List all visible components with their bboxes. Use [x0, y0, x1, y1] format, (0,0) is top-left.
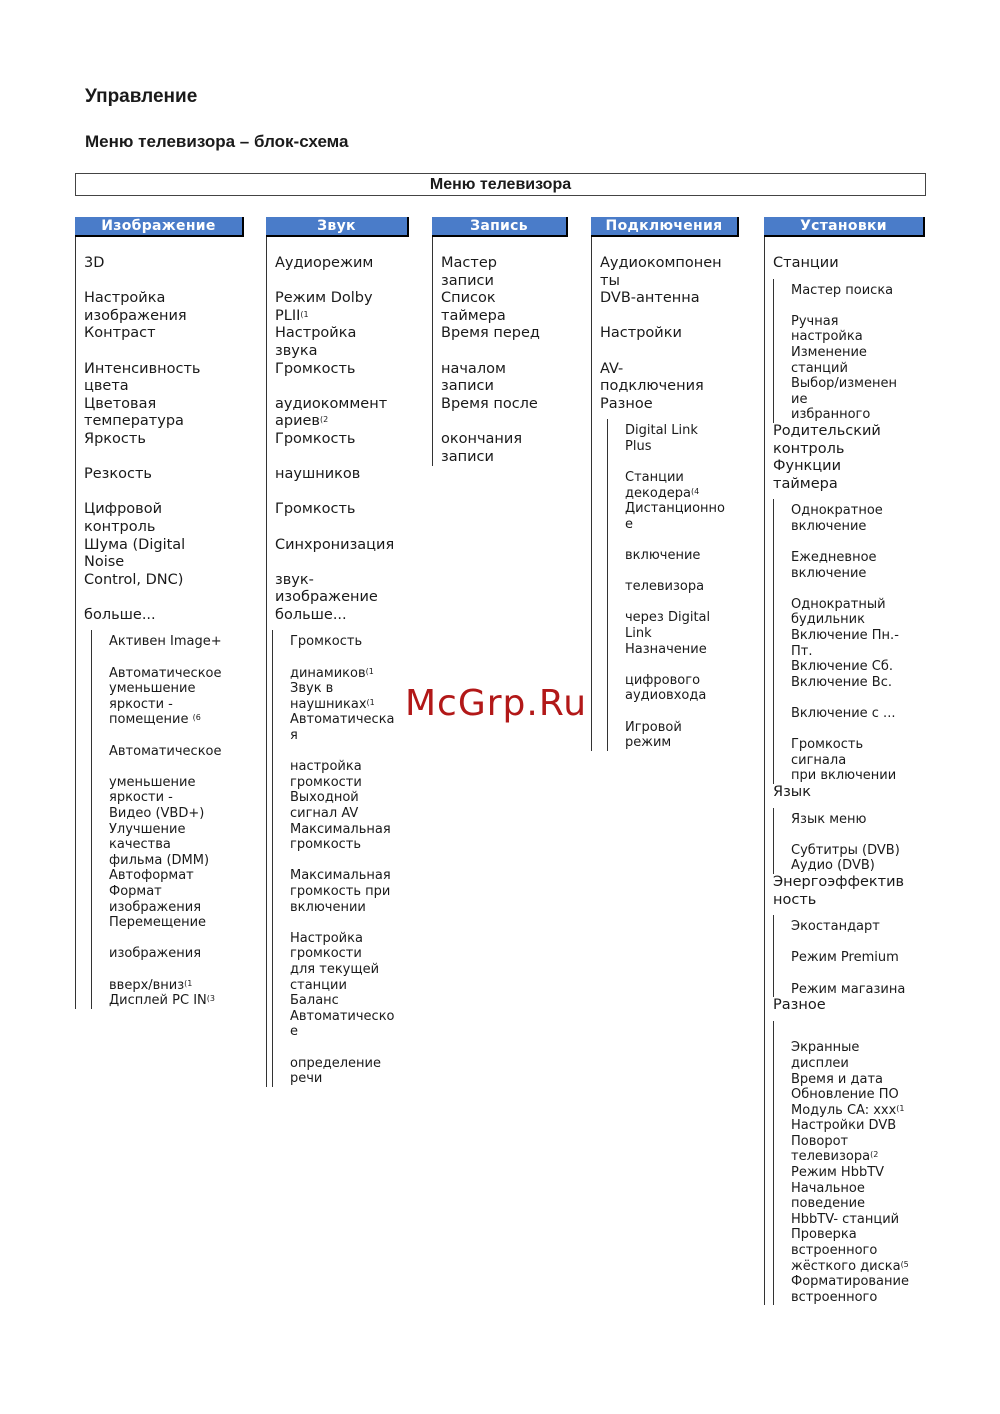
submenu-item [782, 722, 925, 738]
submenu-item: уменьшение [109, 681, 196, 697]
submenu-item: станций [791, 360, 848, 376]
submenu-item: Субтитры (DVB) [791, 842, 900, 858]
submenu-item: яркости - [109, 790, 173, 806]
submenu-item [782, 935, 925, 951]
menu-item: 3D [84, 255, 105, 271]
submenu-item [782, 581, 925, 597]
submenu-item: телевизора$^{(2}$ [791, 1149, 879, 1165]
menu-item: Шума (Digital Noise Control, DNC) [84, 536, 186, 588]
submenu-item: Улучшение [109, 821, 186, 837]
submenu-item [100, 962, 244, 978]
submenu-list [607, 419, 739, 750]
column-items [75, 237, 244, 1009]
submenu-item [782, 827, 925, 843]
submenu-item: Выходной [290, 790, 359, 806]
submenu-item: Дисплей PC IN$^{(3}$ [109, 993, 215, 1009]
submenu-item: изображения [109, 946, 202, 962]
submenu-list [773, 499, 925, 784]
submenu-item: е [625, 516, 633, 532]
submenu-item: динамиков$^{(1}$ [290, 665, 374, 681]
submenu-item: Изменение [791, 344, 867, 360]
menu-item: больше... [84, 606, 156, 623]
submenu-item: Автоматическа я [290, 712, 395, 744]
menu-item [275, 484, 409, 502]
submenu-item: Включение с ... [791, 706, 896, 722]
submenu-item: сигнала [791, 752, 847, 768]
submenu-item: Аудио (DVB) [791, 858, 875, 874]
submenu-item: включение [625, 548, 701, 564]
submenu-item: включение [791, 565, 867, 581]
submenu-item: встроенного [791, 1243, 878, 1259]
column-items [591, 237, 739, 751]
column-sound [266, 217, 409, 1087]
submenu-item: Режим Premium [791, 950, 899, 966]
submenu-list [272, 630, 409, 1086]
menu-item: Станции [773, 255, 839, 271]
submenu-item: Режим HbbTV [791, 1165, 885, 1181]
column-header: Запись [432, 217, 568, 237]
menu-item: Аудиорежим [275, 255, 374, 271]
submenu-item: Дистанционно [625, 501, 725, 517]
submenu-item [100, 759, 244, 775]
submenu-item: режим [625, 735, 672, 751]
submenu-list [773, 1021, 925, 1306]
submenu-item [100, 728, 244, 744]
submenu-item [281, 650, 409, 666]
menu-item: Цифровой контроль [84, 501, 162, 535]
menu-item [600, 308, 739, 326]
submenu-item: Выбор/изменен [791, 376, 897, 392]
menu-item: Интенсивность цвета [84, 360, 201, 395]
menu-item [84, 484, 244, 502]
submenu-item: Однократное [791, 503, 883, 519]
submenu-item: при включении [791, 768, 897, 784]
submenu-item: громкости [290, 946, 362, 962]
section-heading: Управление [85, 86, 198, 107]
submenu-item: Активен Image+ [109, 634, 222, 650]
submenu-item: Plus [625, 438, 652, 454]
column-header: Изображение [75, 217, 244, 237]
menu-item [275, 519, 409, 537]
column-header: Подключения [591, 217, 739, 237]
submenu-item: Однократный [791, 596, 886, 612]
menu-item: Время перед [441, 325, 540, 342]
submenu-item: будильник [791, 612, 865, 628]
menu-item: Язык [773, 784, 811, 800]
submenu-item: Экостандарт [791, 919, 880, 935]
column-picture [75, 217, 244, 1009]
menu-item: Настройки [600, 325, 682, 342]
menu-item: Мастер записи [441, 255, 497, 289]
menu-item: больше... [275, 606, 347, 623]
submenu-item: Звук в [290, 681, 334, 697]
menu-item [84, 343, 244, 361]
submenu-item: Автоматическо е [290, 1008, 395, 1040]
submenu-item [782, 1025, 925, 1041]
submenu-item [281, 1040, 409, 1056]
menu-item: наушников [275, 466, 361, 483]
submenu-item: Ежедневное [791, 550, 877, 566]
submenu-item: яркости - [109, 696, 173, 712]
submenu-item: помещение $^{(6}$ [109, 712, 201, 728]
submenu-item [616, 533, 739, 549]
menu-item: Энергоэффектив ность [773, 873, 905, 908]
submenu-item: настройка [290, 759, 362, 775]
submenu-item: Перемещение [109, 915, 207, 931]
submenu-item: Начальное [791, 1180, 865, 1196]
submenu-item: изображения [109, 899, 202, 915]
column-items [266, 237, 409, 1087]
menu-item: Функции таймера [773, 458, 842, 492]
menu-item: Аудиокомпонен ты [600, 255, 722, 289]
submenu-item: Баланс [290, 993, 339, 1009]
submenu-item: Автоформат [109, 868, 194, 884]
menu-item: Резкость [84, 466, 152, 483]
menu-item [275, 273, 409, 291]
submenu-item: Время и дата [791, 1071, 884, 1087]
submenu-item: поведение [791, 1196, 866, 1212]
submenu-item: Громкость [290, 634, 363, 650]
submenu-item: Максимальная [290, 868, 391, 884]
menu-item: Цветовая температура [84, 395, 184, 430]
submenu-item: Язык меню [791, 811, 867, 827]
submenu-item: избранного [791, 407, 871, 423]
submenu-item: Проверка [791, 1227, 857, 1243]
menu-item: Громкость [275, 360, 356, 377]
menu-item: окончания записи [441, 430, 523, 465]
menu-item: Яркость [84, 430, 146, 447]
submenu-item: Максимальная [290, 821, 391, 837]
menu-root-box: Меню телевизора [75, 173, 926, 196]
menu-item: началом записи [441, 360, 506, 395]
menu-item: Настройка изображения [84, 290, 187, 324]
menu-item [84, 449, 244, 467]
submenu-item: сигнал AV [290, 806, 359, 821]
submenu-item: громкость при [290, 883, 391, 899]
menu-item [275, 378, 409, 396]
submenu-item: Ручная [791, 313, 839, 329]
menu-item: Настройка звука [275, 325, 357, 359]
submenu-list [91, 630, 244, 1008]
menu-item: DVB-антенна [600, 290, 700, 307]
menu-item [441, 413, 568, 431]
submenu-list [773, 279, 925, 423]
menu-item: Громкость [275, 430, 356, 447]
submenu-item: громкости [290, 774, 362, 790]
submenu-item [616, 455, 739, 471]
submenu-item: станции [290, 977, 347, 993]
submenu-item [616, 564, 739, 580]
menu-item: Родительский контроль [773, 422, 881, 457]
menu-item: Список таймера [441, 290, 506, 324]
submenu-item [281, 744, 409, 760]
submenu-item: речи [290, 1071, 323, 1087]
menu-item [441, 343, 568, 361]
submenu-item: включение [791, 518, 867, 534]
submenu-item: включении [290, 899, 366, 915]
submenu-item: Режим магазина [791, 981, 906, 997]
submenu-item: встроенного [791, 1289, 878, 1305]
submenu-item: Назначение [625, 641, 707, 657]
submenu-item: Громкость [791, 737, 864, 753]
submenu-item: уменьшение [109, 774, 196, 790]
submenu-item [782, 690, 925, 706]
menu-item: аудиокоммент ариев$^{(2}$ [275, 395, 388, 430]
submenu-item: Digital Link [625, 423, 698, 439]
menu-item [275, 554, 409, 572]
column-header: Установки [764, 217, 925, 237]
menu-item: Режим Dolby PLII$^{(1}$ [275, 290, 373, 324]
submenu-item: Автоматическое [109, 665, 222, 681]
menu-item [84, 273, 244, 291]
submenu-item: Форматирование [791, 1274, 909, 1290]
submenu-item [782, 298, 925, 314]
submenu-item: Настройка [290, 930, 363, 946]
submenu-item: Настройки DVB [791, 1118, 897, 1134]
menu-item: Разное [600, 395, 653, 412]
submenu-item [281, 853, 409, 869]
submenu-item: декодера$^{(4}$ [625, 485, 700, 501]
submenu-list [773, 808, 925, 874]
submenu-item [281, 915, 409, 931]
submenu-item [100, 650, 244, 666]
menu-item: Разное [773, 997, 826, 1014]
submenu-item: Игровой [625, 719, 682, 735]
submenu-item: через Digital [625, 610, 711, 626]
submenu-item: вверх/вниз$^{(1}$ [109, 977, 193, 993]
submenu-item [100, 931, 244, 947]
submenu-item: Включение Пн.- [791, 628, 899, 644]
menu-item [275, 449, 409, 467]
submenu-item: цифрового [625, 672, 701, 688]
submenu-item: качества [109, 837, 171, 853]
submenu-item: Link [625, 626, 652, 642]
column-items [764, 237, 925, 1305]
section-subheading: Меню телевизора – блок-схема [85, 132, 349, 151]
submenu-item: телевизора [625, 579, 705, 595]
submenu-item [616, 704, 739, 720]
submenu-item: аудиовхода [625, 688, 707, 704]
menu-item: Контраст [84, 325, 156, 342]
submenu-item: Видео (VBD+) [109, 806, 205, 821]
menu-item [84, 589, 244, 607]
watermark: McGrp.Ru [405, 683, 588, 724]
submenu-item: ие [791, 391, 808, 407]
submenu-item: Модуль CA: xxx$^{(1}$ [791, 1102, 905, 1118]
submenu-item: громкость [290, 837, 362, 853]
submenu-item [782, 535, 925, 551]
column-settings [764, 217, 925, 1305]
submenu-item: Включение Сб. [791, 659, 894, 675]
submenu-item: Формат [109, 883, 162, 899]
menu-item: Время после [441, 395, 538, 412]
menu-item: звук- изображение [275, 571, 378, 606]
submenu-item [616, 595, 739, 611]
submenu-item: Включение Вс. [791, 674, 892, 690]
submenu-item: дисплеи [791, 1055, 849, 1071]
column-header: Звук [266, 217, 409, 237]
submenu-item: настройка [791, 329, 863, 345]
submenu-item: определение [290, 1055, 381, 1071]
column-items [432, 237, 568, 466]
submenu-item: HbbTV- станций [791, 1211, 900, 1227]
column-recording [432, 217, 568, 466]
submenu-item [782, 966, 925, 982]
submenu-item: Обновление ПО [791, 1087, 899, 1103]
submenu-item: для текущей [290, 961, 380, 977]
column-connections [591, 217, 739, 751]
submenu-item: наушниках$^{(1}$ [290, 696, 375, 712]
menu-item: Громкость [275, 501, 356, 518]
submenu-item: Станции [625, 470, 684, 486]
submenu-item [616, 657, 739, 673]
submenu-item: фильма (DMM) [109, 852, 210, 868]
submenu-item: Экранные [791, 1040, 860, 1056]
submenu-item: Мастер поиска [791, 282, 894, 298]
submenu-item: жёсткого диска$^{(5}$ [791, 1258, 909, 1274]
submenu-list [773, 915, 925, 997]
menu-item: AV- подключения [600, 360, 704, 395]
submenu-item: Поворот [791, 1133, 849, 1149]
submenu-item: Автоматическое [109, 743, 222, 759]
menu-item [600, 343, 739, 361]
menu-item: Синхронизация [275, 536, 395, 553]
submenu-item: Пт. [791, 643, 813, 659]
